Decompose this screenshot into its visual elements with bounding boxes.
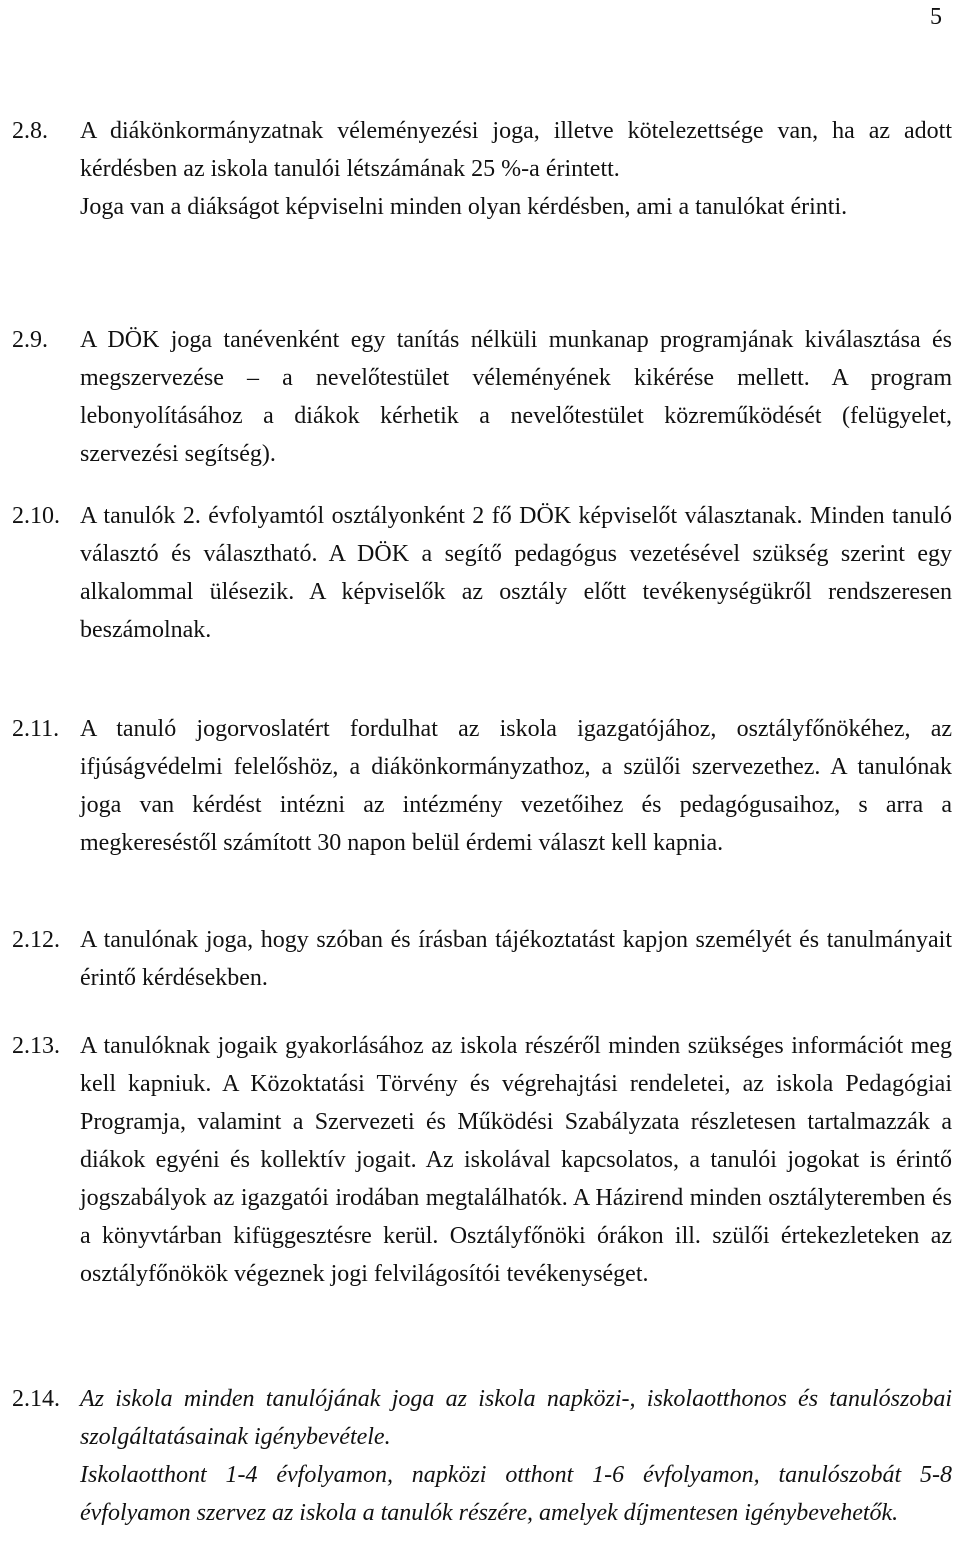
section-2-10 [12, 497, 952, 649]
section-body [80, 321, 952, 473]
section-number: 2.9. [12, 327, 48, 353]
section-number: 2.11. [12, 716, 60, 742]
paragraph: Iskolaotthont 1-4 évfolyamon, napközi otthont 1-6 évfolyamon, tanulószobát 5-8 évfolyamon szervez az iskola a tanulók részére, amelyek díjmentesen igénybevehetők. [80, 1462, 952, 1526]
section-2-11 [12, 710, 952, 862]
paragraph: A tanulónak joga, hogy szóban és írásban tájékoztatást kapjon személyét és tanulmányait érintő kérdésekben. [80, 927, 952, 991]
section-body [80, 1027, 952, 1293]
paragraph: A DÖK joga tanévenként egy tanítás nélküli munkanap programjának kiválasztása és megszervezése – a nevelőtestület véleményének kikérése mellett. A program lebonyolításához a diákok kérhetik a nevelőtestület közreműködését (felügyelet, szervezési segítség). [80, 327, 952, 467]
section-number: 2.12. [12, 927, 60, 953]
section-2-9 [12, 321, 952, 473]
section-2-13 [12, 1027, 952, 1293]
section-body [80, 1380, 952, 1532]
paragraph: A tanulók 2. évfolyamtól osztályonként 2 fő DÖK képviselőt választanak. Minden tanuló választó és választható. A DÖK a segítő pedagógus vezetésével szükség szerint egy alkalommal ülésezik. A képviselők az osztály előtt tevékenységükről rendszeresen beszámolnak. [80, 503, 952, 643]
section-number: 2.8. [12, 118, 48, 144]
paragraph: Joga van a diákságot képviselni minden olyan kérdésben, ami a tanulókat érinti. [80, 194, 848, 220]
section-2-14 [12, 1380, 952, 1532]
paragraph: Az iskola minden tanulójának joga az iskola napközi-, iskolaotthonos és tanulószobai szolgáltatásainak igénybevétele. [80, 1386, 952, 1450]
section-number: 2.14. [12, 1386, 60, 1412]
section-number: 2.13. [12, 1033, 60, 1059]
section-body [80, 710, 952, 862]
section-number: 2.10. [12, 503, 60, 529]
section-2-8 [12, 112, 952, 226]
page-number: 5 [930, 4, 942, 30]
section-body [80, 921, 952, 997]
section-body [80, 497, 952, 649]
section-body [80, 112, 952, 226]
paragraph: A diákönkormányzatnak véleményezési joga, illetve kötelezettsége van, ha az adott kérdésben az iskola tanulói létszámának 25 %-a érintett. [80, 118, 952, 182]
paragraph: A tanuló jogorvoslatért fordulhat az iskola igazgatójához, osztályfőnökéhez, az ifjúságvédelmi felelőshöz, a diákönkormányzathoz, a szülői szervezethez. A tanulónak joga van kérdést intézni az intézmény vezetőihez és pedagógusaihoz, s arra a megkereséstől számított 30 napon belül érdemi választ kell kapnia. [80, 716, 952, 856]
section-2-12 [12, 921, 952, 997]
paragraph: A tanulóknak jogaik gyakorlásához az iskola részéről minden szükséges információt meg kell kapniuk. A Közoktatási Törvény és végrehajtási rendeletei, az iskola Pedagógiai Programja, valamint a Szervezeti és Működési Szabályzata részletesen tartalmazzák a diákok egyéni és kollektív jogait. Az iskolával kapcsolatos, a tanulói jogokat is érintő jogszabályok az igazgatói irodában megtalálhatók. A Házirend minden osztályteremben és a könyvtárban kifüggesztésre kerül. Osztályfőnöki órákon ill. szülői értekezleteken az osztályfőnökök végeznek jogi felvilágosítói tevékenységet. [80, 1033, 952, 1287]
